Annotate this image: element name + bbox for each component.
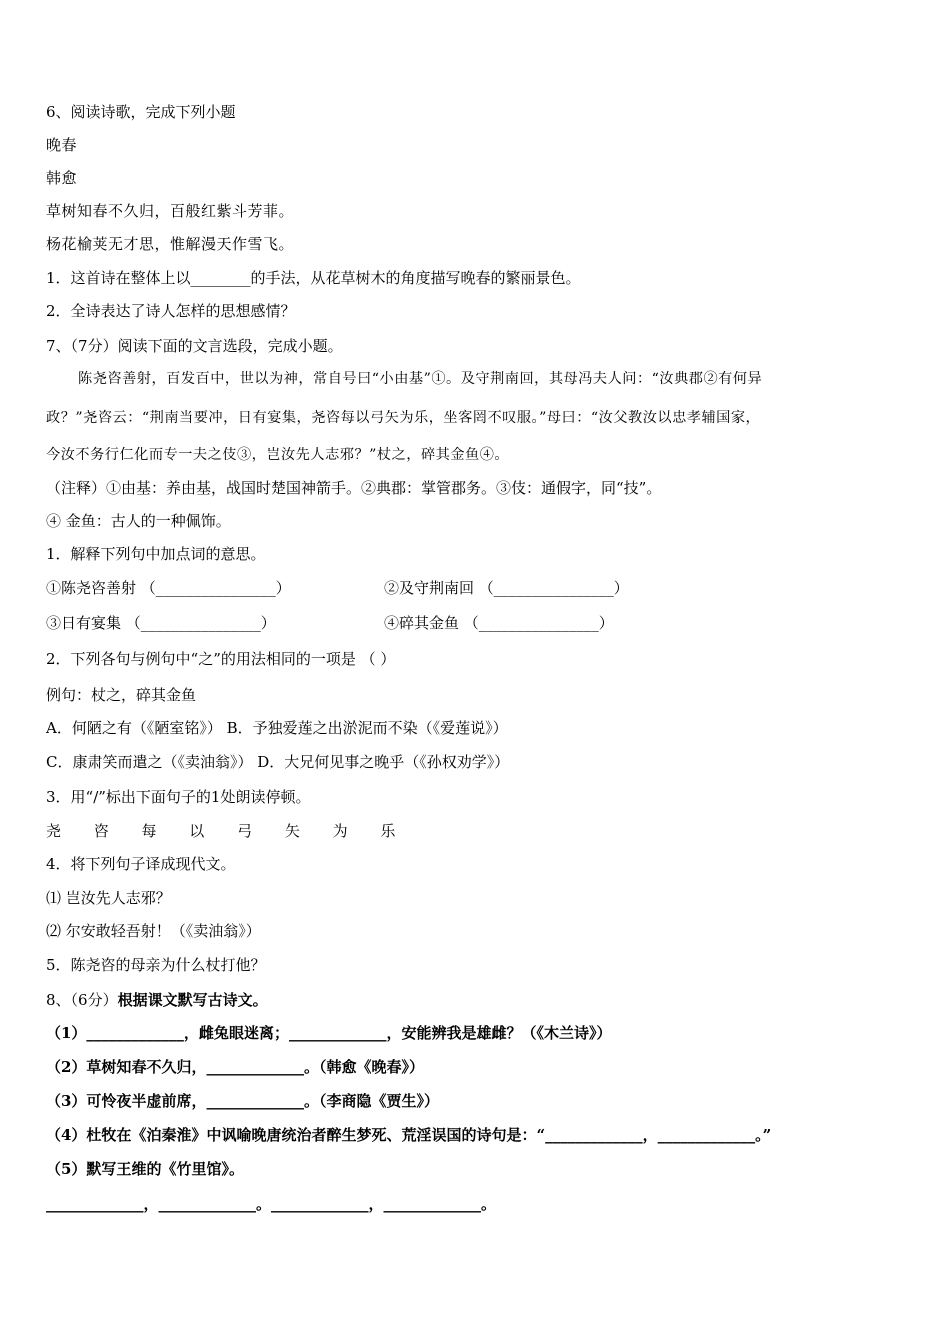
notes-line-1: （注释）①由基：养由基，战国时楚国神箭手。②典郡：掌管郡务。③伎：通假字，同“技”。 <box>46 479 662 497</box>
q8-heading-text: 根据课文默写古诗文。 <box>117 991 268 1009</box>
q8-line-4: （4）杜牧在《泊秦淮》中讽喻晚唐统治者醉生梦死、荒淫误国的诗句是：“_____________，_____________。” <box>46 1126 772 1144</box>
vocab-item-4: ④碎其金鱼 （________________） <box>384 614 614 632</box>
options-ab: A．何陋之有（《陋室铭》） B．予独爱莲之出淤泥而不染（《爱莲说》） <box>46 719 508 737</box>
q7-sub-3: 3．用“/”标出下面句子的1处朗读停顿。 <box>46 788 311 806</box>
q8-heading <box>46 990 268 1010</box>
translate-item-2: ⑵ 尔安敢轻吾射！（《卖油翁》） <box>46 922 261 940</box>
poem-author: 韩愈 <box>46 169 78 187</box>
passage-line-3: 今汝不务行仁化而专一夫之伎③，岂汝先人志邪？”杖之，碎其金鱼④。 <box>46 447 510 463</box>
q7-sub-1: 1．解释下列句中加点词的意思。 <box>46 545 266 563</box>
passage-line-2: 政？”尧咨云：“荆南当要冲，日有宴集，尧咨每以弓矢为乐，坐客罔不叹服。”母曰：“汝父教汝以忠孝辅国家， <box>46 410 761 426</box>
q8-line-6: _____________，_____________。_____________，_____________。 <box>46 1195 497 1213</box>
q7-heading: 7、（7分）阅读下面的文言选段，完成小题。 <box>46 337 343 355</box>
vocab-item-1: ①陈尧咨善射 （________________） <box>46 579 291 597</box>
passage-line-1: 陈尧咨善射，百发百中，世以为神，常自号曰“小由基”①。及守荆南回，其母冯夫人问：“汝典郡②有何异 <box>78 371 763 387</box>
q8-line-5: （5）默写王维的《竹里馆》。 <box>46 1160 244 1178</box>
options-cd: C．康肃笑而遣之（《卖油翁》） D．大兄何见事之晚乎（《孙权劝学》） <box>46 753 510 771</box>
q8-line-1: （1）_____________，雌兔眼迷离；_____________，安能辨我是雄雌？（《木兰诗》） <box>46 1024 612 1042</box>
q7-sub-2: 2．下列各句与例句中“之”的用法相同的一项是 （ ） <box>46 650 396 668</box>
q7-sub-4: 4．将下列句子译成现代文。 <box>46 855 236 873</box>
q8-heading-prefix: 8、（6分） <box>46 991 118 1009</box>
q7-sub-5: 5．陈尧咨的母亲为什么杖打他？ <box>46 956 266 974</box>
q8-line-3: （3）可怜夜半虚前席，_____________。（李商隐《贾生》） <box>46 1092 439 1110</box>
q8-line-2: （2）草树知春不久归，_____________。（韩愈《晚春》） <box>46 1058 424 1076</box>
pause-sentence: 尧 咨 每 以 弓 矢 为 乐 <box>46 822 410 840</box>
q6-sub-1: 1．这首诗在整体上以________的手法，从花草树木的角度描写晚春的繁丽景色。 <box>46 269 581 287</box>
poem-line-1: 草树知春不久归，百般红紫斗芳菲。 <box>46 202 295 220</box>
example-sentence: 例句：杖之，碎其金鱼 <box>46 686 197 704</box>
poem-line-2: 杨花榆荚无才思，惟解漫天作雪飞。 <box>46 235 295 253</box>
translate-item-1: ⑴ 岂汝先人志邪？ <box>46 889 171 907</box>
poem-title: 晚春 <box>46 136 78 154</box>
vocab-item-3: ③日有宴集 （________________） <box>46 614 276 632</box>
q6-heading: 6、阅读诗歌，完成下列小题 <box>46 103 236 121</box>
q6-sub-2: 2．全诗表达了诗人怎样的思想感情？ <box>46 302 296 320</box>
vocab-item-2: ②及守荆南回 （________________） <box>384 579 629 597</box>
notes-line-2: ④ 金鱼：古人的一种佩饰。 <box>46 512 231 530</box>
